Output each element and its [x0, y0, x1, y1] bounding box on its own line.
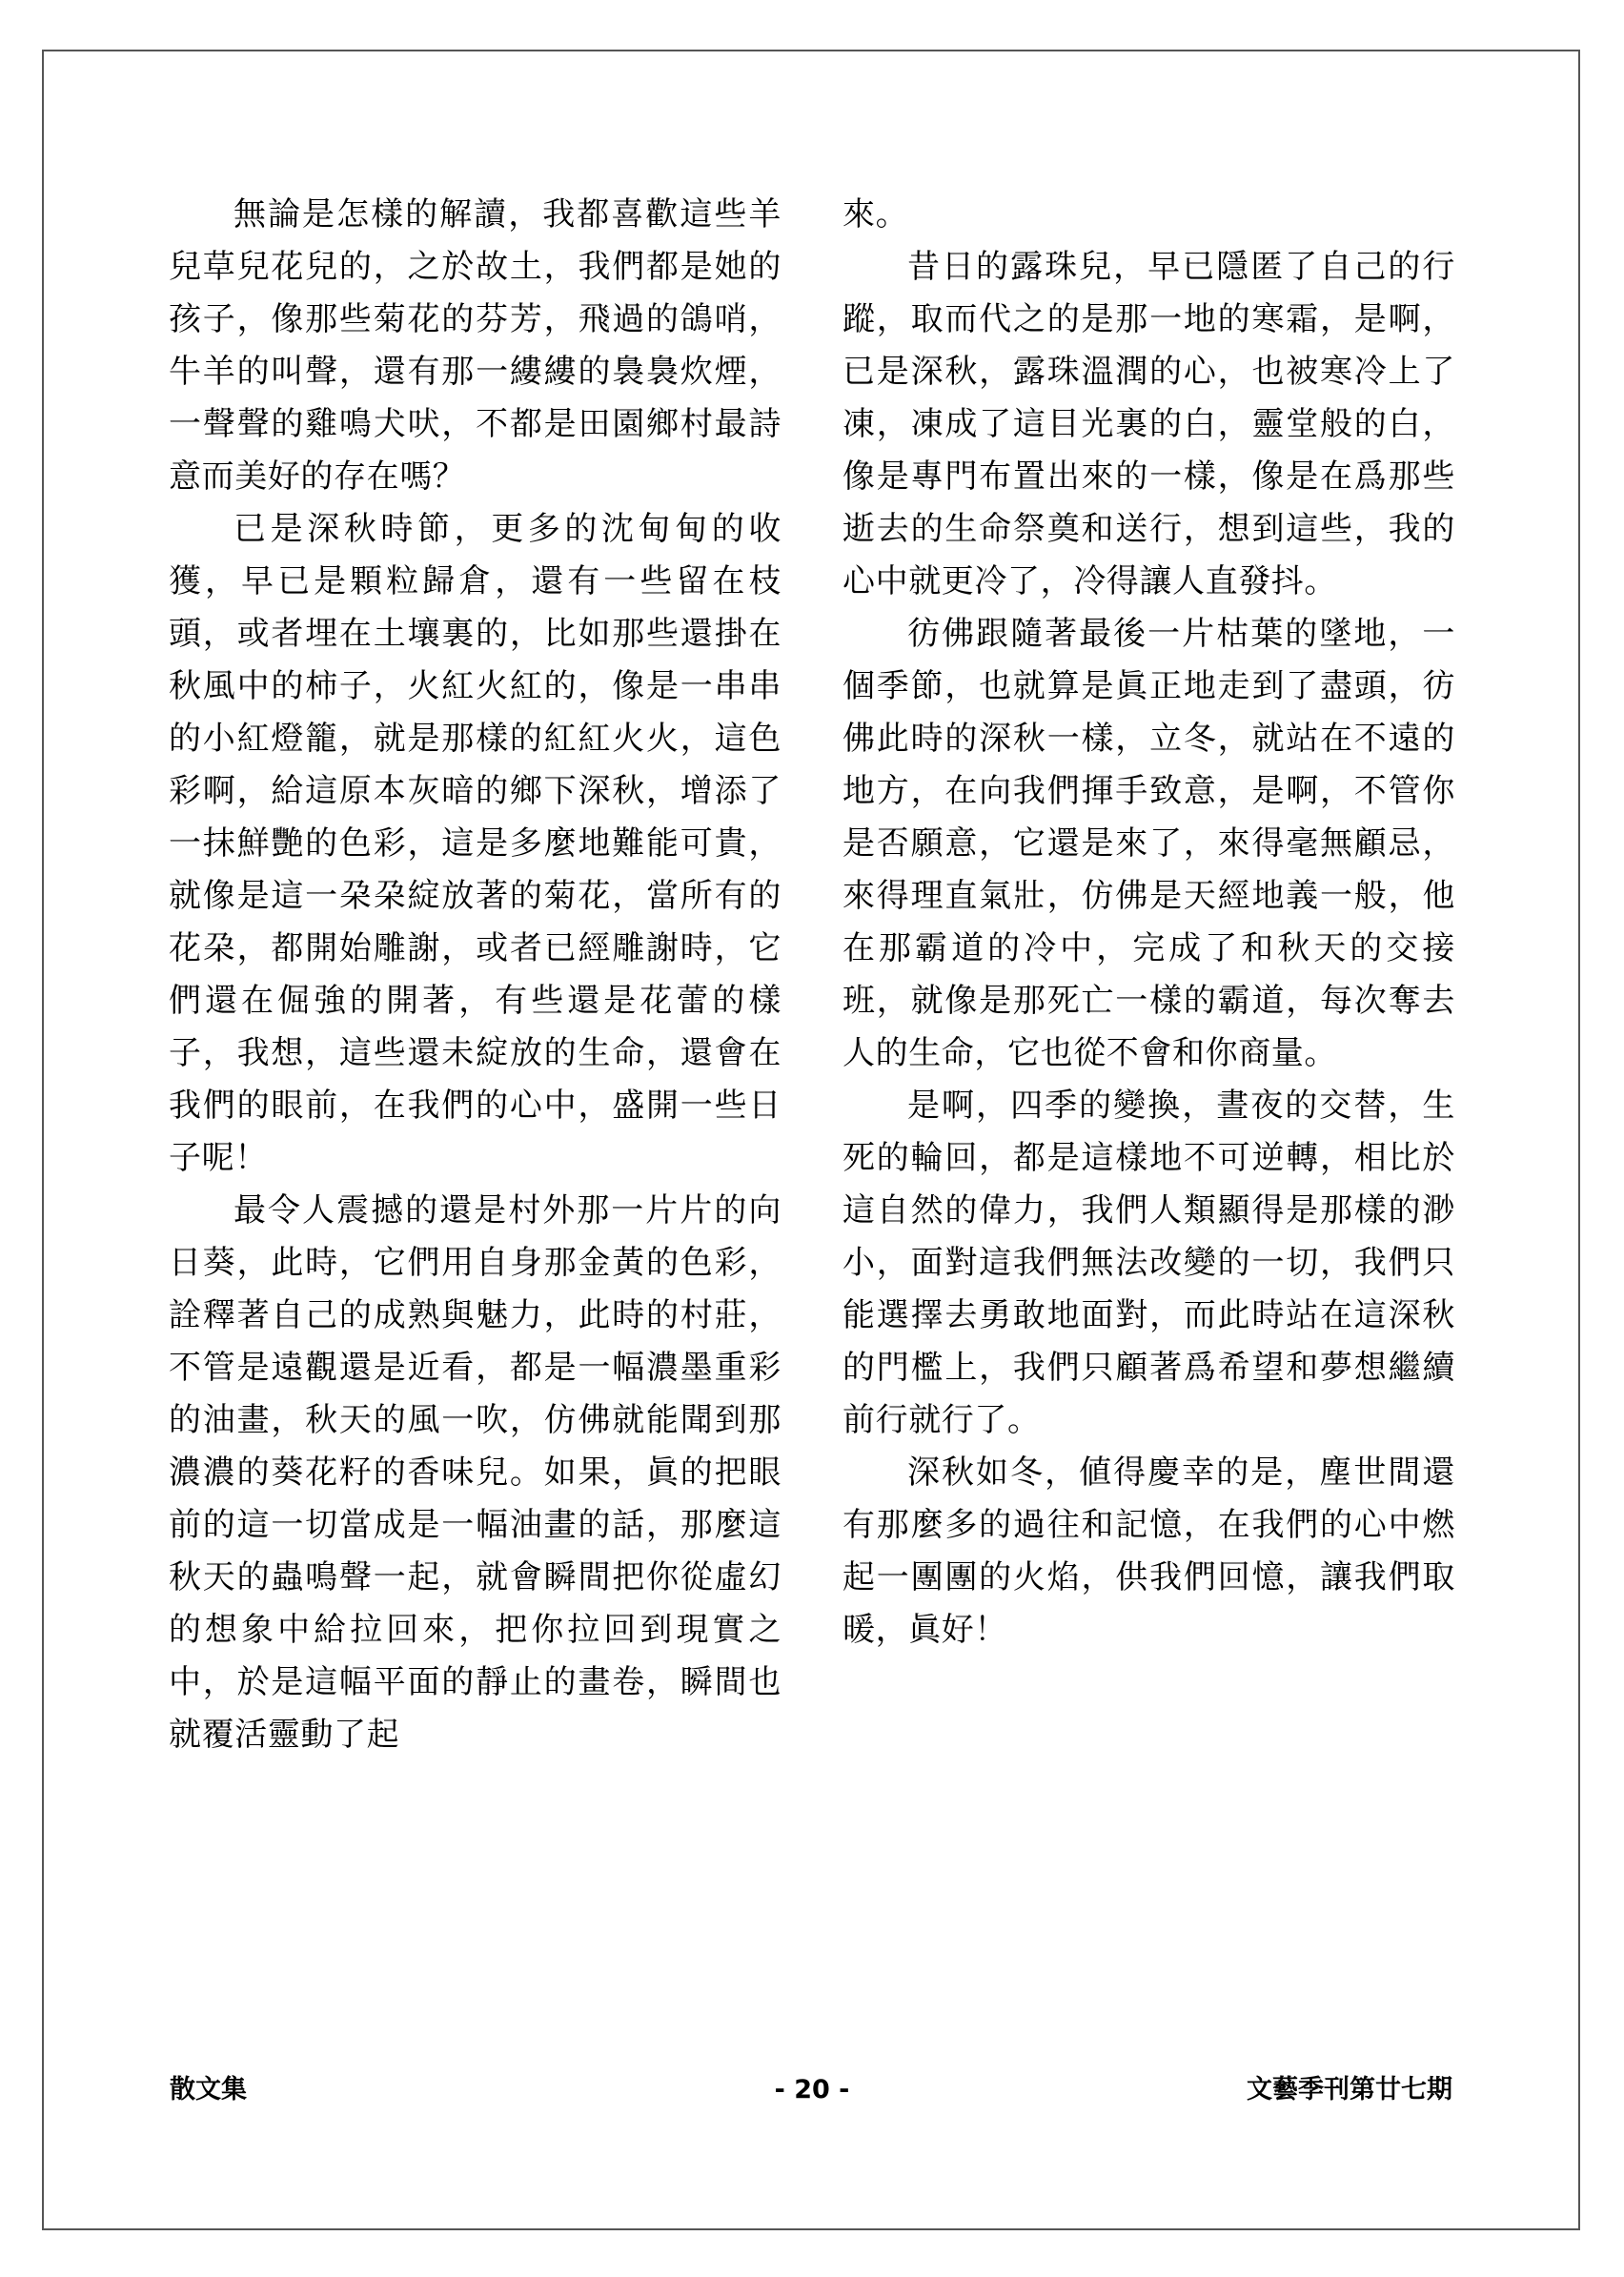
footer-page-number: - 20 -: [774, 2075, 850, 2104]
paragraph: 深秋如冬，値得慶幸的是，塵世間還有那麼多的過往和記憶，在我們的心中燃起一團團的火焰，供我們回憶，讓我們取暖，眞好！: [842, 1454, 1455, 1649]
right-column: [842, 189, 1455, 1657]
paragraph: 昔日的露珠兒，早已隱匿了自己的行蹤，取而代之的是那一地的寒霜，是啊，已是深秋，露珠溫潤的心，也被寒冷上了凍，凍成了這目光裏的白，靈堂般的白，像是專門布置出來的一樣，像是在爲那些逝去的生命祭奠和送行，想到這些，我的心中就更冷了，冷得讓人直發抖。: [842, 248, 1455, 600]
footer-publication-title: 文藝季刊第廿七期: [1247, 2075, 1452, 2104]
paragraph: 已是深秋時節，更多的沈甸甸的收獲，早已是顆粒歸倉，還有一些留在枝頭，或者埋在土壤裏的，比如那些還掛在秋風中的柿子，火紅火紅的，像是一串串的小紅燈籠，就是那樣的紅紅火火，這色彩啊，給這原本灰暗的鄉下深秋，增添了一抹鮮艷的色彩，這是多麼地難能可貴，就像是這一朶朶綻放著的菊花，當所有的花朶，都開始雕謝，或者已經雕謝時，它們還在倔強的開著，有些還是花蕾的樣子，我想，這些還未綻放的生命，還會在我們的眼前，在我們的心中，盛開一些日子呢！: [169, 510, 782, 1177]
paragraph: 彷佛跟隨著最後一片枯葉的墜地，一個季節，也就算是眞正地走到了盡頭，彷佛此時的深秋一樣，立冬，就站在不遠的地方，在向我們揮手致意，是啊，不管你是否願意，它還是來了，來得毫無顧忌，來得理直氣壯，仿佛是天經地義一般，他在那霸道的冷中，完成了和秋天的交接班，就像是那死亡一樣的霸道，每次奪去人的生命，它也從不會和你商量。: [842, 615, 1455, 1072]
left-column: [169, 189, 782, 1761]
footer-section-title: 散文集: [170, 2075, 247, 2104]
paragraph: 最令人震撼的還是村外那一片片的向日葵，此時，它們用自身那金黃的色彩，詮釋著自己的成熟與魅力，此時的村莊，不管是遠觀還是近看，都是一幅濃墨重彩的油畫，秋天的風一吹，仿佛就能聞到那濃濃的葵花籽的香味兒。如果，眞的把眼前的這一切當成是一幅油畫的話，那麼這秋天的蟲鳴聲一起，就會瞬間把你從虛幻的想象中給拉回來，把你拉回到現實之中，於是這幅平面的靜止的畫卷，瞬間也就覆活靈動了起: [169, 1191, 782, 1754]
paragraph-continuation: 來。: [842, 195, 909, 234]
paragraph: 無論是怎樣的解讀，我都喜歡這些羊兒草兒花兒的，之於故土，我們都是她的孩子，像那些菊花的芬芳，飛過的鴿哨，牛羊的叫聲，還有那一縷縷的裊裊炊煙，一聲聲的雞鳴犬吠，不都是田園鄉村最詩意而美好的存在嗎？: [169, 195, 782, 496]
paragraph: 是啊，四季的變換，晝夜的交替，生死的輪回，都是這樣地不可逆轉，相比於這自然的偉力，我們人類顯得是那樣的渺小，面對這我們無法改變的一切，我們只能選擇去勇敢地面對，而此時站在這深秋的門檻上，我們只顧著爲希望和夢想繼續前行就行了。: [842, 1087, 1455, 1439]
